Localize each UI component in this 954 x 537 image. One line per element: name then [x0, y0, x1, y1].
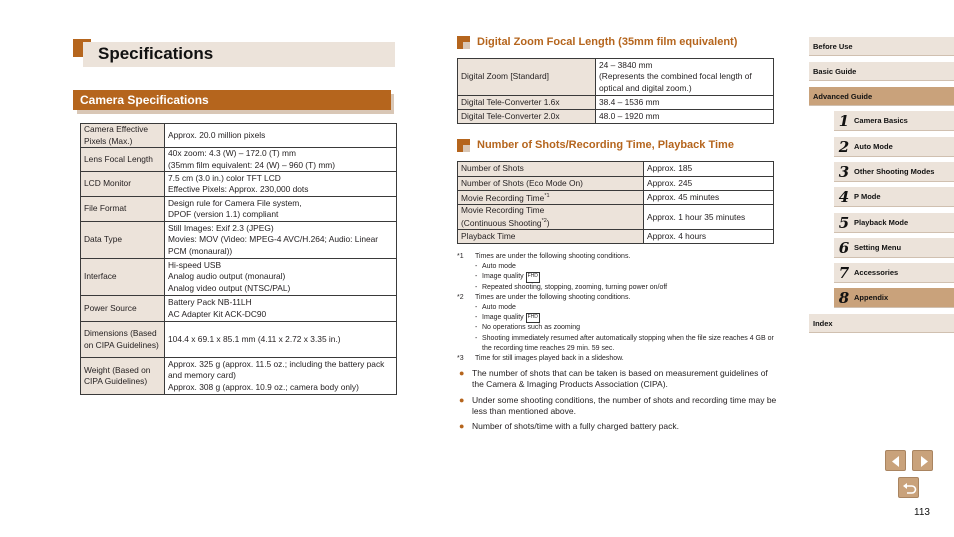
- nav-chapter-2[interactable]: [834, 137, 954, 157]
- shots-label-end: ): [546, 218, 550, 229]
- spec-value: 7.5 cm (3.0 in.) color TFT LCD Effective Pixels: Approx. 230,000 dots: [165, 172, 397, 197]
- page-number: 113: [914, 507, 930, 518]
- nav-basic-guide[interactable]: Basic Guide: [809, 62, 954, 81]
- spec-value: Hi-speed USB Analog audio output (monaural) Analog video output (NTSC/PAL): [165, 259, 397, 296]
- shots-row: [458, 177, 774, 191]
- footnote-3: [457, 354, 777, 364]
- arrow-right-icon: [913, 451, 934, 472]
- shots-section-marker: [457, 139, 470, 152]
- footnote-key: *1: [457, 253, 464, 260]
- spec-row: [81, 197, 397, 222]
- page-title-block: [73, 39, 395, 68]
- zoom-value: 38.4 – 1536 mm: [596, 96, 774, 110]
- shots-label-text: Movie Recording Time (Continuous Shooting: [461, 205, 545, 229]
- shots-value: Approx. 4 hours: [644, 230, 774, 244]
- bullet-text: Number of shots/time with a fully charged battery pack.: [472, 421, 679, 432]
- shots-row: [458, 230, 774, 244]
- footnote-text: Time for still images played back in a slideshow.: [475, 355, 624, 363]
- nav-chapter-8[interactable]: [834, 288, 954, 308]
- shots-value: Approx. 1 hour 35 minutes: [644, 205, 774, 230]
- zoom-row: [458, 96, 774, 110]
- nav-index[interactable]: Index: [809, 314, 954, 333]
- spec-label: Camera Effective Pixels (Max.): [81, 124, 165, 148]
- footnote-item: - Auto mode: [457, 262, 777, 272]
- zoom-label: Digital Tele-Converter 1.6x: [458, 96, 596, 110]
- spec-row: [81, 296, 397, 322]
- spec-value: 104.4 x 69.1 x 85.1 mm (4.11 x 2.72 x 3.35 in.): [165, 322, 397, 358]
- chapter-label: Accessories: [854, 268, 899, 277]
- shots-label: [458, 177, 644, 191]
- footnote-item: - Repeated shooting, stopping, zooming, turning power on/off: [457, 283, 777, 293]
- shots-value: Approx. 45 minutes: [644, 191, 774, 205]
- spec-row: [81, 222, 397, 259]
- footnote-item-text: Image quality: [482, 273, 524, 281]
- spec-label: LCD Monitor: [81, 172, 165, 197]
- footnote-item: - No operations such as zooming: [457, 323, 777, 333]
- chapter-label: Auto Mode: [854, 142, 893, 151]
- zoom-value: 48.0 – 1920 mm: [596, 110, 774, 124]
- zoom-table: [457, 58, 774, 124]
- chapter-number: 3: [838, 162, 850, 181]
- camera-spec-table: [80, 123, 397, 395]
- shots-label: [458, 230, 644, 244]
- footnote-ref: *1: [544, 193, 550, 199]
- shots-label-text: Number of Shots: [461, 163, 524, 174]
- shots-label-text: Playback Time: [461, 231, 516, 242]
- zoom-row: [458, 110, 774, 124]
- footnote-item-text: Auto mode: [482, 304, 516, 312]
- spec-row: [81, 124, 397, 148]
- spec-value: 40x zoom: 4.3 (W) – 172.0 (T) mm (35mm film equivalent: 24 (W) – 960 (T) mm): [165, 148, 397, 172]
- shots-label: [458, 162, 644, 177]
- nav-chapter-4[interactable]: [834, 187, 954, 207]
- chapter-number: 6: [838, 238, 850, 257]
- chapter-number: 4: [838, 187, 850, 206]
- chapter-number: 7: [838, 263, 850, 282]
- nav-advanced-guide[interactable]: Advanced Guide: [809, 87, 954, 106]
- shots-section-title: Number of Shots/Recording Time, Playback Time: [477, 139, 734, 151]
- shots-row: [458, 162, 774, 177]
- footnote-key: *2: [457, 293, 464, 301]
- spec-label: File Format: [81, 197, 165, 222]
- chapter-number: 1: [838, 111, 850, 130]
- spec-row: [81, 172, 397, 197]
- zoom-section-title: Digital Zoom Focal Length (35mm film equivalent): [477, 36, 738, 48]
- spec-row: [81, 259, 397, 296]
- footnote-item: - Image quality FHD: [457, 313, 777, 323]
- chapter-label: Playback Mode: [854, 218, 909, 227]
- bullet-text: The number of shots that can be taken is based on measurement guidelines of the Camera & Imaging Products Association (CIPA).: [472, 368, 768, 390]
- bullet-item: [457, 368, 777, 391]
- spec-label: Lens Focal Length: [81, 148, 165, 172]
- bullet-text: Under some shooting conditions, the number of shots and recording time may be less than mentioned above.: [472, 394, 777, 416]
- page-title: Specifications: [98, 44, 214, 63]
- return-icon: [899, 478, 920, 499]
- zoom-row: [458, 59, 774, 96]
- shots-table: [457, 161, 774, 244]
- return-button[interactable]: [898, 477, 919, 498]
- chapter-label: P Mode: [854, 192, 881, 201]
- footnote-1: [457, 252, 777, 262]
- shots-label: [458, 191, 644, 205]
- spec-label: Weight (Based on CIPA Guidelines): [81, 358, 165, 395]
- footnote-item: - Image quality FHD: [457, 272, 777, 282]
- footnote-item-text: Image quality: [482, 314, 524, 322]
- zoom-label: Digital Tele-Converter 2.0x: [458, 110, 596, 124]
- spec-value: Approx. 20.0 million pixels: [165, 124, 397, 148]
- spec-label: Data Type: [81, 222, 165, 259]
- spec-label: Interface: [81, 259, 165, 296]
- spec-value: Approx. 325 g (approx. 11.5 oz.; including the battery pack and memory card) Approx. 308 g (approx. 10.9 oz.; camera body only): [165, 358, 397, 395]
- shots-value: Approx. 245: [644, 177, 774, 191]
- footnote-key: *3: [457, 355, 464, 363]
- bullet-dot-icon: ●: [459, 368, 465, 378]
- footnote-2: [457, 293, 777, 303]
- bullet-item: [457, 395, 777, 418]
- arrow-left-icon: [886, 451, 907, 472]
- spec-value: Still Images: Exif 2.3 (JPEG) Movies: MOV (Video: MPEG-4 AVC/H.264; Audio: Linear PCM (monaural)): [165, 222, 397, 259]
- nav-chapter-1[interactable]: [834, 111, 954, 131]
- section-title: Camera Specifications: [73, 90, 391, 110]
- fhd-quality-icon: FHD: [526, 272, 540, 282]
- footnotes: [457, 252, 777, 364]
- chapter-label: Other Shooting Modes: [854, 167, 935, 176]
- spec-row: [81, 322, 397, 358]
- spec-value: Design rule for Camera File system, DPOF (version 1.1) compliant: [165, 197, 397, 222]
- previous-page-button[interactable]: [885, 450, 906, 471]
- chapter-label: Setting Menu: [854, 243, 902, 252]
- fhd-quality-icon: FHD: [526, 313, 540, 323]
- footnote-text: Times are under the following shooting conditions.: [475, 293, 631, 301]
- shots-row: [458, 205, 774, 230]
- bullet-dot-icon: ●: [459, 394, 465, 405]
- chapter-number: 8: [838, 288, 850, 307]
- next-page-button[interactable]: [912, 450, 933, 471]
- shots-row: [458, 191, 774, 205]
- zoom-label: Digital Zoom [Standard]: [458, 59, 596, 96]
- footnote-item-text: Shooting immediately resumed after automatically stopping when the file size reaches 4 GB or the recording time reaches 29 min. 59 sec.: [482, 334, 774, 352]
- nav-before-use[interactable]: Before Use: [809, 37, 954, 56]
- footnote-item: - Auto mode: [457, 303, 777, 313]
- nav-chapter-6[interactable]: [834, 238, 954, 258]
- shots-label: [458, 205, 644, 230]
- chapter-number: 2: [838, 137, 850, 156]
- chapter-label: Appendix: [854, 293, 889, 302]
- spec-label: Power Source: [81, 296, 165, 322]
- nav-chapter-3[interactable]: [834, 162, 954, 182]
- spec-label: Dimensions (Based on CIPA Guidelines): [81, 322, 165, 358]
- spec-value: Battery Pack NB-11LH AC Adapter Kit ACK-DC90: [165, 296, 397, 322]
- bullet-dot-icon: ●: [459, 421, 465, 432]
- shots-label-text: Number of Shots (Eco Mode On): [461, 177, 583, 188]
- spec-row: [81, 358, 397, 395]
- bullet-item: [457, 421, 777, 432]
- nav-chapter-5[interactable]: [834, 213, 954, 233]
- footnote-item: - Shooting immediately resumed after automatically stopping when the file size reaches 4 GB or the recording time reaches 29 min. 59 sec.: [457, 334, 777, 354]
- footnote-item-text: Repeated shooting, stopping, zooming, turning power on/off: [482, 283, 668, 291]
- spec-row: [81, 148, 397, 172]
- nav-chapter-7[interactable]: [834, 263, 954, 283]
- shots-label-text: Movie Recording Time: [461, 192, 545, 203]
- chapter-number: 5: [838, 213, 850, 232]
- footnote-ref: *2: [541, 218, 547, 225]
- zoom-section-marker: [457, 36, 470, 49]
- footnote-item-text: Auto mode: [482, 263, 516, 271]
- footnote-item-text: No operations such as zooming: [482, 324, 581, 332]
- footnote-text: Times are under the following shooting conditions.: [475, 253, 631, 260]
- shots-value: Approx. 185: [644, 162, 774, 177]
- chapter-label: Camera Basics: [854, 116, 908, 125]
- zoom-value: 24 – 3840 mm (Represents the combined focal length of optical and digital zoom.): [596, 59, 774, 96]
- bullet-list: [457, 368, 777, 436]
